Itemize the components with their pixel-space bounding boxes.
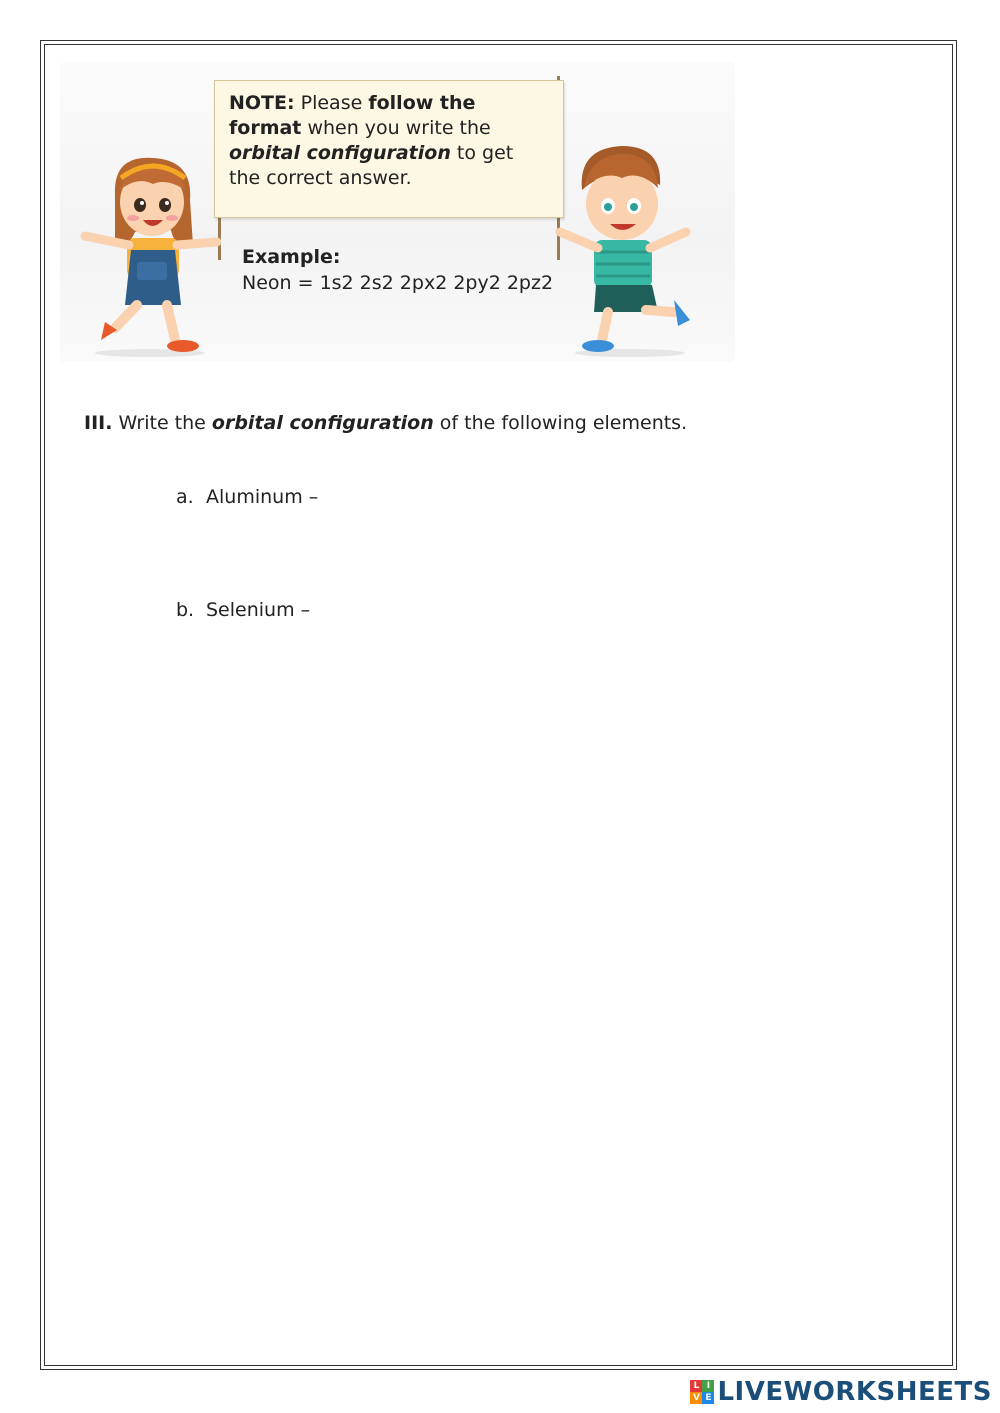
note-emphasis-orbital: orbital configuration xyxy=(229,142,451,164)
logo-letter-i: I xyxy=(702,1380,714,1392)
question-instruction xyxy=(84,412,687,434)
item-letter: a. xyxy=(176,486,194,508)
example-block xyxy=(242,244,553,296)
note-sign xyxy=(214,80,564,218)
question-emphasis: orbital configuration xyxy=(211,412,434,434)
item-text: Aluminum – xyxy=(206,486,319,508)
question-number: III. xyxy=(84,412,113,434)
item-text: Selenium – xyxy=(206,599,311,621)
logo-letter-l: L xyxy=(690,1380,702,1392)
boy-illustration xyxy=(550,140,700,360)
liveworksheets-watermark xyxy=(690,1377,992,1407)
example-label: Example: xyxy=(242,246,341,268)
list-item-aluminum xyxy=(176,486,318,508)
note-text-1: Please xyxy=(294,92,369,114)
example-text: Neon = 1s2 2s2 2px2 2py2 2pz2 xyxy=(242,272,554,294)
item-letter: b. xyxy=(176,599,195,621)
logo-letter-v: V xyxy=(690,1392,702,1404)
note-emphasis-format: follow the format xyxy=(229,92,476,139)
note-label: NOTE: xyxy=(229,92,295,114)
note-text-3: to get the correct answer. xyxy=(229,142,514,189)
watermark-text: LIVEWORKSHEETS xyxy=(717,1377,992,1407)
list-item-selenium xyxy=(176,599,310,621)
question-text-1: Write the xyxy=(112,412,212,434)
question-text-2: of the following elements. xyxy=(433,412,688,434)
note-text-2: when you write the xyxy=(301,117,491,139)
logo-letter-e: E xyxy=(702,1392,714,1404)
liveworksheets-logo-icon xyxy=(690,1380,714,1404)
girl-illustration xyxy=(75,150,235,360)
